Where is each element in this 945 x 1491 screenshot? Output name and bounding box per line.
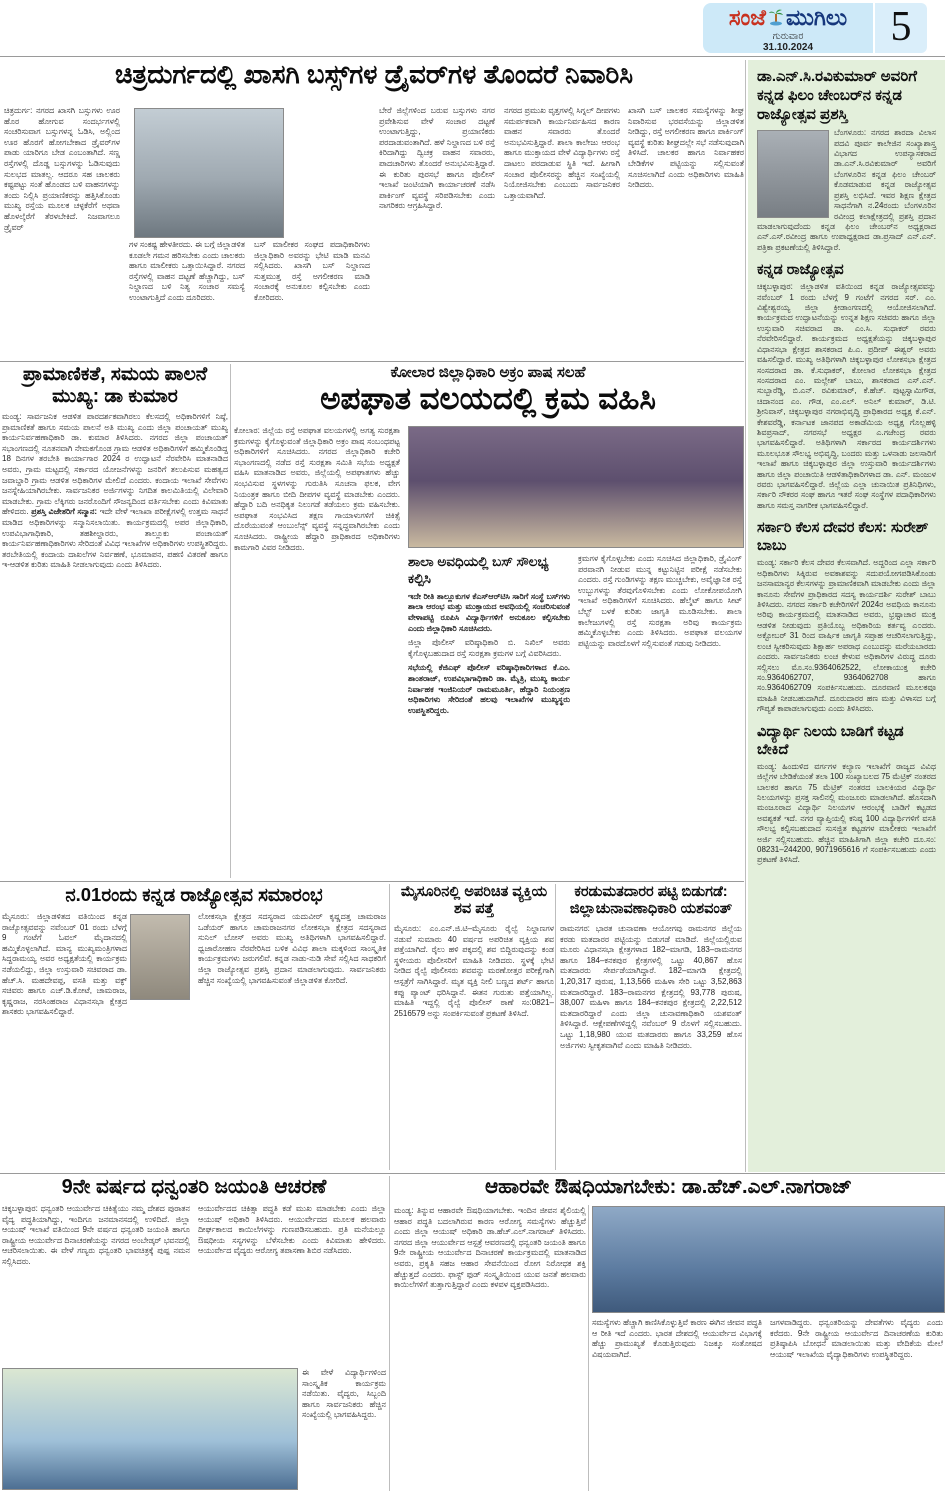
story-rajyotsava-col2: ಲೋಕಸಭಾ ಕ್ಷೇತ್ರದ ಸದಸ್ಯರಾದ ಯದುವೀರ್ ಕೃಷ್ಣದತ್ತ ಚಾಮರಾಜ ಒಡೆಯರ್ ಹಾಗೂ ಚಾಮರಾಜನಗರ ಲೋಕಸಭಾ ಕ್ಷೇತ್ರದ ಸದಸ್ಯರಾದ ಸುನಿಲ್ ಬೋಸ್ ಅವರು ಮುಖ್ಯ ಅತಿಥಿಗಳಾಗಿ ಭಾಗವಹಿಸಲಿದ್ದಾರೆ. ಧ್ವಜಾರೋಹಣ ನೆರವೇರಿಸಿದ ಬಳಿಕ ವಿವಿಧ ಶಾಲಾ ಮಕ್ಕಳಿಂದ ಸಾಂಸ್ಕೃತಿಕ ಕಾರ್ಯಕ್ರಮಗಳು ಜರುಗಲಿವೆ. ಕನ್ನಡ ನಾಡು-ನುಡಿ ಸೇವೆ ಸಲ್ಲಿಸಿದ ಸಾಧಕರಿಗೆ ಜಿಲ್ಲಾ ರಾಜ್ಯೋತ್ಸವ ಪ್ರಶಸ್ತಿ ಪ್ರದಾನ ಮಾಡಲಾಗುವುದು. ಸಾರ್ವಜನಿಕರು ಹೆಚ್ಚಿನ ಸಂಖ್ಯೆಯಲ್ಲಿ ಭಾಗವಹಿಸುವಂತೆ ಜಿಲ್ಲಾಡಳಿತ ಕೋರಿದೆ. xyxy=(198,912,386,985)
story-karadu-body: ರಾಮನಗರ: ಭಾರತ ಚುನಾವಣಾ ಆಯೋಗವು ರಾಮನಗರ ಜಿಲ್ಲೆಯ ಕರಡು ಮತದಾರರ ಪಟ್ಟಿಯನ್ನು ಬಿಡುಗಡೆ ಮಾಡಿದೆ. ಜಿಲ್ಲೆಯಲ್ಲಿರುವ ಮೂರು ವಿಧಾನಸಭಾ ಕ್ಷೇತ್ರಗಳಾದ 182–ಮಾಗಡಿ, 183–ರಾಮನಗರ ಹಾಗೂ 184–ಕನಕಪುರ ಕ್ಷೇತ್ರಗಳಲ್ಲಿ ಒಟ್ಟು 40,867 ಹೊಸ ಮತದಾರರು ಸೇರ್ಪಡೆಯಾಗಿದ್ದಾರೆ. 182–ಮಾಗಡಿ ಕ್ಷೇತ್ರದಲ್ಲಿ 1,20,317 ಪುರುಷ, 1,13,566 ಮಹಿಳಾ ಸೇರಿ ಒಟ್ಟು 3,52,863 ಮತದಾರರಿದ್ದಾರೆ. 183–ರಾಮನಗರ ಕ್ಷೇತ್ರದಲ್ಲಿ 93,778 ಪುರುಷ, 38,007 ಮಹಿಳಾ ಹಾಗೂ 184–ಕನಕಪುರ ಕ್ಷೇತ್ರದಲ್ಲಿ 2,22,512 ಮತದಾರರಿದ್ದಾರೆ ಎಂದು ಜಿಲ್ಲಾ ಚುನಾವಣಾಧಿಕಾರಿ ಯಶವಂತ್ ತಿಳಿಸಿದ್ದಾರೆ. ಆಕ್ಷೇಪಣೆಗಳಿದ್ದಲ್ಲಿ ನವೆಂಬರ್ 9 ರೊಳಗೆ ಸಲ್ಲಿಸಬಹುದು. ಒಟ್ಟು 1,18,980 ಯುವ ಮತದಾರರು ಹಾಗೂ 33,259 ಹೊಸ ಅರ್ಜಿಗಳು ಸ್ವೀಕೃತವಾಗಿವೆ ಎಂದು ಮಾಹಿತಿ ನೀಡಿದರು. xyxy=(560,924,742,1050)
palm-tree-logo-icon xyxy=(768,8,784,30)
masthead-date: 31.10.2024 xyxy=(762,42,814,54)
story-dhanvantari-headline: 9ನೇ ವರ್ಷದ ಧನ್ವಂತರಿ ಜಯಂತಿ ಆಚರಣೆ xyxy=(61,1176,327,1198)
story-pramanikate xyxy=(2,364,228,878)
cm-portrait-photo xyxy=(130,914,190,1000)
story-shava xyxy=(394,884,554,1170)
story-kolar-body-mid: ಜಿಲ್ಲಾ ಪೊಲೀಸ್ ವರಿಷ್ಠಾಧಿಕಾರಿ ಬಿ. ನಿಖಿಲ್ ಅವರು ಕೈಗೊಳ್ಳಬಹುದಾದ ರಸ್ತೆ ಸುರಕ್ಷತಾ ಕ್ರಮಗಳ ಬಗ್ಗೆ ವಿವರಿಸಿದರು. xyxy=(408,638,570,658)
story-kolar xyxy=(234,364,742,878)
sidebar-story2-body: ಚಿಕ್ಕಬಳ್ಳಾಪುರ: ಜಿಲ್ಲಾಡಳಿತ ವತಿಯಿಂದ ಕನ್ನಡ ರಾಜ್ಯೋತ್ಸವವನ್ನು ನವೆಂಬರ್ 1 ರಂದು ಬೆಳಗ್ಗೆ 9 ಗಂಟೆಗೆ ನಗರದ ಸರ್. ಎಂ. ವಿಶ್ವೇಶ್ವರಯ್ಯ ಜಿಲ್ಲಾ ಕ್ರೀಡಾಂಗಣದಲ್ಲಿ ಆಯೋಜಿಸಲಾಗಿದೆ. ಕಾರ್ಯಕ್ರಮದ ಉದ್ಘಾಟನೆಯನ್ನು ಉನ್ನತ ಶಿಕ್ಷಣ ಸಚಿವರು ಹಾಗೂ ಜಿಲ್ಲಾ ಉಸ್ತುವಾರಿ ಸಚಿವರಾದ ಡಾ. ಎಂ.ಸಿ. ಸುಧಾಕರ್ ರವರು ನೆರವೇರಿಸಲಿದ್ದಾರೆ. ಕಾರ್ಯಕ್ರಮದ ಅಧ್ಯಕ್ಷತೆಯನ್ನು ಚಿಕ್ಕಬಳ್ಳಾಪುರ ವಿಧಾನಸಭಾ ಕ್ಷೇತ್ರದ ಶಾಸಕರಾದ ಪಿ.ಎ. ಪ್ರದೀಪ್ ಈಶ್ವರ್ ಅವರು ವಹಿಸಲಿದ್ದಾರೆ. ಮುಖ್ಯ ಅತಿಥಿಗಳಾಗಿ ಚಿಕ್ಕಬಳ್ಳಾಪುರ ಲೋಕಸಭಾ ಕ್ಷೇತ್ರದ ಸಂಸದರಾದ ಡಾ. ಕೆ.ಸುಧಾಕರ್, ಕೋಲಾರ ಲೋಕಸಭಾ ಕ್ಷೇತ್ರದ ಸಂಸದರಾದ ಎಂ. ಮಲ್ಲೇಶ್ ಬಾಬು, ಶಾಸಕರಾದ ಎಸ್.ಎನ್. ಸುಬ್ಬಾರೆಡ್ಡಿ, ಬಿ.ಎನ್. ರವಿಕುಮಾರ್, ಕೆ.ಹೆಚ್. ಪುಟ್ಟಸ್ವಾಮಿಗೌಡ, ಚಿದಾನಂದ ಎಂ. ಗೌಡ, ಎಂ.ಎಲ್. ಅನಿಲ್ ಕುಮಾರ್, ಡಿ.ಟಿ. ಶ್ರೀನಿವಾಸ್, ಚಿಕ್ಕಬಳ್ಳಾಪುರ ನಗರಾಭಿವೃದ್ಧಿ ಪ್ರಾಧಿಕಾರದ ಅಧ್ಯಕ್ಷ ಕೆ.ಎನ್. ಕೇಶವರೆಡ್ಡಿ, ಕರ್ನಾಟಕ ಜಾನಪದ ಅಕಾಡೆಮಿಯ ಅಧ್ಯಕ್ಷ ಗೊಲ್ಲಹಳ್ಳಿ ಶಿವಪ್ರಸಾದ್, ನಗರಸಭೆ ಅಧ್ಯಕ್ಷರ ಎ.ಗಜೇಂದ್ರ ರವರು ಭಾಗವಹಿಸಲಿದ್ದಾರೆ. ಅತಿಥಿಗಳಾಗಿ ಸರ್ಕಾರದ ಕಾರ್ಯದರ್ಶಿಗಳು ಮೂಲಭೂತ ಸೌಲಭ್ಯ ಅಭಿವೃದ್ಧಿ, ಬಂದರು ಮತ್ತು ಒಳನಾಡು ಜಲಸಾರಿಗೆ ಇಲಾಖೆ ಹಾಗೂ ಚಿಕ್ಕಬಳ್ಳಾಪುರ ಜಿಲ್ಲಾ ಉಸ್ತುವಾರಿ ಕಾರ್ಯದರ್ಶಿಗಳು ಹಾಗೂ ಜಿಲ್ಲಾ ಪಂಚಾಯಿತಿ ಆಡಳಿತಾಧಿಕಾರಿಗಳಾದ ಡಾ. ಎನ್. ಮಂಜುಳ ರವರು ಭಾಗವಹಿಸಲಿದ್ದಾರೆ. ಜಿಲ್ಲೆಯ ಎಲ್ಲಾ ಚುನಾಯಿತ ಪ್ರತಿನಿಧಿಗಳು, ಸರ್ಕಾರಿ ನೌಕರರ ಸಂಘ ಹಾಗೂ ಇತರೆ ಸಂಘ ಸಂಸ್ಥೆಗಳ ಪದಾಧಿಕಾರಿಗಳು ಹಾಗೂ ಸಮಸ್ತ ನಾಗರೀಕ ಭಾಗವಹಿಸಲಿದ್ದಾರೆ. xyxy=(757,282,936,510)
sidebar-story1-body xyxy=(757,128,936,253)
kolar-meeting-photo xyxy=(408,426,744,548)
story-karadu xyxy=(560,884,742,1170)
story-karadu-headline: ಕರಡುಮತದಾರರ ಪಟ್ಟಿ ಬಿಡುಗಡೆ: ಜಿಲ್ಲಾಚುನಾವಣಾಧಿಕಾರಿ ಯಶವಂತ್ xyxy=(569,884,733,918)
dhanvantari-event-photo xyxy=(2,1368,298,1490)
story-rajyotsava-event xyxy=(2,884,386,1170)
story-shava-body: ಮೈಸೂರು: ಎಂ.ಎನ್.ಜಿ.ಟಿ–ಮೈಸೂರು ರೈಲ್ವೆ ನಿಲ್ದಾಣಗಳ ನಡುವೆ ಸುಮಾರು 40 ವರ್ಷದ ಅಪರಿಚಿತ ವ್ಯಕ್ತಿಯ ಶವ ಪತ್ತೆಯಾಗಿದೆ. ರೈಲು ಹಳಿ ಪಕ್ಕದಲ್ಲಿ ಶವ ಬಿದ್ದಿರುವುದನ್ನು ಕಂಡ ಸ್ಥಳೀಯರು ಪೊಲೀಸರಿಗೆ ಮಾಹಿತಿ ನೀಡಿದರು. ಸ್ಥಳಕ್ಕೆ ಭೇಟಿ ನೀಡಿದ ರೈಲ್ವೆ ಪೊಲೀಸರು ಶವವನ್ನು ಮರಣೋತ್ತರ ಪರೀಕ್ಷೆಗಾಗಿ ಆಸ್ಪತ್ರೆಗೆ ಸಾಗಿಸಿದ್ದಾರೆ. ಮೃತ ವ್ಯಕ್ತಿ ನೀಲಿ ಬಣ್ಣದ ಶರ್ಟ್ ಹಾಗೂ ಕಪ್ಪು ಪ್ಯಾಂಟ್ ಧರಿಸಿದ್ದಾನೆ. ಈತನ ಗುರುತು ಪತ್ತೆಯಾಗಿಲ್ಲ. ಮಾಹಿತಿ ಇದ್ದಲ್ಲಿ ರೈಲ್ವೆ ಪೊಲೀಸ್ ಠಾಣೆ ಸಂ:0821–2516579 ಅನ್ನು ಸಂಪರ್ಕಿಸುವಂತೆ ಪ್ರಕಟಣೆ ತಿಳಿಸಿದೆ. xyxy=(394,924,554,1018)
divider-sidebar xyxy=(745,60,746,1172)
divider-row4-b xyxy=(588,1205,589,1491)
story-shava-headline: ಮೈಸೂರಿನಲ್ಲಿ ಅಪರಿಚಿತ ವ್ಯಕ್ತಿಯ ಶವ ಪತ್ತೆ xyxy=(400,884,548,918)
story-pramanikate-headline: ಪ್ರಾಮಾಣಿಕತೆ, ಸಮಯ ಪಾಲನೆ ಮುಖ್ಯ: ಡಾ ಕುಮಾರ xyxy=(22,364,208,407)
story-kolar-bold1: ಇದೇ ರೀತಿ ತಾಲ್ಲೂಕುಗಳ ಕೆಎಸ್‌ಆರ್‌ಟಿಸಿ ಸಾರಿಗೆ ಸಂಸ್ಥೆ ಬಸ್‌ಗಳು ಶಾಲಾ ಆರಂಭ ಮತ್ತು ಮುಕ್ತಾಯದ ಅವಧಿಯಲ್ಲಿ ಸಂಚರಿಸುವಂತೆ ವೇಳಾಪಟ್ಟಿ ರೂಪಿಸಿ ವಿದ್ಯಾರ್ಥಿಗಳಿಗೆ ಅನುಕೂಲ ಕಲ್ಪಿಸಬೇಕು ಎಂದು ಜಿಲ್ಲಾಧಿಕಾರಿ ಸೂಚಿಸಿದರು. xyxy=(408,591,570,633)
story-ahara xyxy=(394,1176,943,1491)
divider-row4 xyxy=(0,1173,945,1174)
story-ahara-headline: ಆಹಾರವೇ ಔಷಧಿಯಾಗಬೇಕು: ಡಾ.ಹೆಚ್.ಎಲ್.ನಾಗರಾಜ್ xyxy=(484,1176,853,1198)
story-chitradurga-col2: ಗಳ ಸಂಕಷ್ಟ ಹೇಳತೀರದು. ಈ ಬಗ್ಗೆ ಜಿಲ್ಲಾಡಳಿತ ಕೂಡಲೇ ಗಮನ ಹರಿಸಬೇಕು ಎಂದು ಚಾಲಕರು ಹಾಗೂ ಮಾಲೀಕರು ಒತ್ತಾಯಿಸಿದ್ದಾರೆ. ನಗರದ ರಸ್ತೆಗಳಲ್ಲಿ ವಾಹನ ದಟ್ಟಣೆ ಹೆಚ್ಚಾಗಿದ್ದು, ಬಸ್ ನಿಲ್ದಾಣದ ಬಳಿ ನಿತ್ಯ ಸಂಚಾರ ಸಮಸ್ಯೆ ಉಂಟಾಗುತ್ತಿದೆ ಎಂದು ದೂರಿದರು. xyxy=(129,240,245,302)
story-pramanikate-body1: ಮಂಡ್ಯ: ಸಾರ್ವಜನಿಕ ಆಡಳಿತ ಪಾರದರ್ಶಕವಾಗಿರಲು ಕೆಲಸದಲ್ಲಿ ಅಧಿಕಾರಿಗಳಿಗೆ ನಿಷ್ಠೆ, ಪ್ರಾಮಾಣಿಕತೆ ಹಾಗೂ ಸಮಯ ಪಾಲನೆ ಅತಿ ಮುಖ್ಯ ಎಂದು ಜಿಲ್ಲಾ ಪಂಚಾಯತ್ ಮುಖ್ಯ ಕಾರ್ಯನಿರ್ವಹಣಾಧಿಕಾರಿ ಡಾ. ಕುಮಾರ ತಿಳಿಸಿದರು. ನಗರದ ಜಿಲ್ಲಾ ಪಂಚಾಯತ್ ಸಭಾಂಗಣದಲ್ಲಿ ನೂತನವಾಗಿ ನೇಮಕಗೊಂಡ ಗ್ರಾಮ ಆಡಳಿತ ಅಧಿಕಾರಿಗಳಿಗೆ ಹಮ್ಮಿಕೊಂಡಿದ್ದ 18 ದಿನಗಳ ತರಬೇತಿ ಕಾರ್ಯಾಗಾರ 2024 ರ ಉದ್ಘಾಟನೆ ನೆರವೇರಿಸಿ ಮಾತನಾಡಿದ ಅವರು, ಗ್ರಾಮ ಮಟ್ಟದಲ್ಲಿ ಸರ್ಕಾರದ ಯೋಜನೆಗಳನ್ನು ಜನರಿಗೆ ತಲುಪಿಸುವ ಮಹತ್ವದ ಜವಾಬ್ದಾರಿ ಗ್ರಾಮ ಆಡಳಿತ ಅಧಿಕಾರಿಗಳ ಮೇಲಿದೆ ಎಂದರು. ಕಂದಾಯ ಇಲಾಖೆ ಸೇವೆಗಳು ಜನಸ್ನೇಹಿಯಾಗಿರಬೇಕು. ಸಾರ್ವಜನಿಕರ ಅರ್ಜಿಗಳನ್ನು ನಿಗದಿತ ಕಾಲಮಿತಿಯಲ್ಲಿ ವಿಲೇವಾರಿ ಮಾಡಬೇಕು. ಗ್ರಾಮ ಲೆಕ್ಕಿಗರು ಜನರೊಂದಿಗೆ ಸೌಜನ್ಯದಿಂದ ವರ್ತಿಸಬೇಕು ಎಂದು ಕಿವಿಮಾತು ಹೇಳಿದರು. xyxy=(2,412,228,517)
story-ahara-b1: ಸಮಸ್ಯೆಗಳು ಹೆಚ್ಚಾಗಿ ಕಾಣಿಸಿಕೊಳ್ಳುತ್ತಿವೆ ಕಾರಣ ಈಗಿನ ಜೀವನ ಪದ್ಧತಿ ಆ ರೀತಿ ಇದೆ ಎಂದರು. ಭಾರತ ದೇಶದಲ್ಲಿ ಆಯುರ್ವೇದ ವಿಭಾಗಕ್ಕೆ ಹೆಚ್ಚು ಪ್ರಾಮುಖ್ಯತೆ ಕೊಡುತ್ತಿರುವುದು ನಿಜಕ್ಕೂ ಸಂತೋಷದ ವಿಷಯವಾಗಿದೆ. xyxy=(592,1318,762,1359)
brand-word-mugilu: ಮುಗಿಲು xyxy=(785,5,848,30)
story-rajyotsava-col1: ಮೈಸೂರು: ಜಿಲ್ಲಾಡಳಿತದ ವತಿಯಿಂದ ಕನ್ನಡ ರಾಜ್ಯೋತ್ಸವವನ್ನು ನವೆಂಬರ್ 01 ರಂದು ಬೆಳಗ್ಗೆ 9 ಗಂಟೆಗೆ ಓವಲ್ ಮೈದಾನದಲ್ಲಿ ಹಮ್ಮಿಕೊಳ್ಳಲಾಗಿದೆ. ಮಾನ್ಯ ಮುಖ್ಯಮಂತ್ರಿಗಳಾದ ಸಿದ್ದರಾಮಯ್ಯ ಅವರ ಅಧ್ಯಕ್ಷತೆಯಲ್ಲಿ ಕಾರ್ಯಕ್ರಮ ನಡೆಯಲಿದ್ದು, ಜಿಲ್ಲಾ ಉಸ್ತುವಾರಿ ಸಚಿವರಾದ ಡಾ. ಹೆಚ್.ಸಿ. ಮಹದೇವಪ್ಪ, ವಸತಿ ಮತ್ತು ವಕ್ಫ್ ಸಚಿವರು ಹಾಗೂ ಎಚ್.ಡಿ.ಕೋಟೆ, ಚಾಮರಾಜ, ಕೃಷ್ಣರಾಜ, ನರಸಿಂಹರಾಜ ವಿಧಾನಸಭಾ ಕ್ಷೇತ್ರದ ಶಾಸಕರು ಭಾಗವಹಿಸಲಿದ್ದಾರೆ. xyxy=(2,912,127,1017)
divider-top-story xyxy=(0,361,744,362)
header-divider xyxy=(0,56,945,57)
divider-row2 xyxy=(0,881,744,882)
story-kolar-col1: ಕೋಲಾರ: ಜಿಲ್ಲೆಯ ರಸ್ತೆ ಅಪಘಾತ ವಲಯಗಳಲ್ಲಿ ಅಗತ್ಯ ಸುರಕ್ಷತಾ ಕ್ರಮಗಳನ್ನು ಕೈಗೊಳ್ಳುವಂತೆ ಜಿಲ್ಲಾಧಿಕಾರಿ ಅಕ್ರಂ ಪಾಷ ಸಂಬಂಧಪಟ್ಟ ಅಧಿಕಾರಿಗಳಿಗೆ ಸೂಚಿಸಿದರು. ನಗರದ ಜಿಲ್ಲಾಧಿಕಾರಿ ಕಚೇರಿ ಸಭಾಂಗಣದಲ್ಲಿ ನಡೆದ ರಸ್ತೆ ಸುರಕ್ಷತಾ ಸಮಿತಿ ಸಭೆಯ ಅಧ್ಯಕ್ಷತೆ ವಹಿಸಿ ಮಾತನಾಡಿದ ಅವರು, ಜಿಲ್ಲೆಯಲ್ಲಿ ಅಪಘಾತಗಳು ಹೆಚ್ಚು ಸಂಭವಿಸುವ ಸ್ಥಳಗಳನ್ನು ಗುರುತಿಸಿ ಸೂಚನಾ ಫಲಕ, ವೇಗ ನಿಯಂತ್ರಕ ಹಾಗೂ ಬೀದಿ ದೀಪಗಳ ವ್ಯವಸ್ಥೆ ಮಾಡಬೇಕು ಎಂದರು. ಹೆದ್ದಾರಿ ಬದಿ ಅನಧಿಕೃತ ನಿಲುಗಡೆ ತಡೆಯಲು ಕ್ರಮ ವಹಿಸಬೇಕು. ಅಪಘಾತ ಸಂಭವಿಸಿದ ತಕ್ಷಣ ಗಾಯಾಳುಗಳಿಗೆ ಚಿಕಿತ್ಸೆ ದೊರೆಯುವಂತೆ ಆಂಬುಲೆನ್ಸ್ ವ್ಯವಸ್ಥೆ ಸನ್ನದ್ಧವಾಗಿರಬೇಕು ಎಂದು ಸೂಚಿಸಿದರು. ರಾಷ್ಟ್ರೀಯ ಹೆದ್ದಾರಿ ಪ್ರಾಧಿಕಾರದ ಅಧಿಕಾರಿಗಳು ಕಾಮಗಾರಿ ವಿವರ ನೀಡಿದರು. xyxy=(234,426,400,552)
divider-row3-a xyxy=(389,884,390,1170)
sidebar-green-column xyxy=(748,60,945,1172)
story-kolar-bold2: ಸಭೆಯಲ್ಲಿ ಕೆಜಿಎಫ್ ಪೊಲೀಸ್ ವರಿಷ್ಠಾಧಿಕಾರಿಗಳಾದ ಕೆ.ಎಂ. ಶಾಂತರಾಜ್, ಉಪವಿಭಾಗಾಧಿಕಾರಿ ಡಾ. ಮೈತ್ರಿ, ಮುಖ್ಯ ಕಾರ್ಯ ನಿರ್ವಾಹಕ ಇಂಜಿನಿಯರ್ ರಾಮಮೂರ್ತಿ, ಹೆದ್ದಾರಿ ನಿಯಂತ್ರಣ ಅಧಿಕಾರಿಗಳು ಸೇರಿದಂತೆ ಹಲವು ಇಲಾಖೆಗಳ ಮುಖ್ಯಸ್ಥರು ಉಪಸ್ಥಿತರಿದ್ದರು. xyxy=(408,663,570,715)
story-kolar-col-right: ಕ್ರಮಗಳ ಕೈಗೊಳ್ಳಬೇಕು ಎಂದು ಸೂಚಿಸಿದ ಜಿಲ್ಲಾಧಿಕಾರಿ, ಡ್ರೈವಿಂಗ್ ಪರವಾನಗಿ ನೀಡುವ ಮುನ್ನ ಕಟ್ಟುನಿಟ್ಟಿನ ಪರೀಕ್ಷೆ ನಡೆಸಬೇಕು ಎಂದರು. ರಸ್ತೆ ಗುಂಡಿಗಳನ್ನು ತಕ್ಷಣ ಮುಚ್ಚಬೇಕು, ಅವೈಜ್ಞಾನಿಕ ರಸ್ತೆ ಉಬ್ಬುಗಳನ್ನು ತೆರವುಗೊಳಿಸಬೇಕು ಎಂದು ಲೋಕೋಪಯೋಗಿ ಇಲಾಖೆ ಅಧಿಕಾರಿಗಳಿಗೆ ಸೂಚಿಸಿದರು. ಹೆಲ್ಮೆಟ್ ಹಾಗೂ ಸೀಟ್ ಬೆಲ್ಟ್ ಬಳಕೆ ಕುರಿತು ಜಾಗೃತಿ ಮೂಡಿಸಬೇಕು. ಶಾಲಾ ಕಾಲೇಜುಗಳಲ್ಲಿ ರಸ್ತೆ ಸುರಕ್ಷತಾ ಅರಿವು ಕಾರ್ಯಕ್ರಮ ಹಮ್ಮಿಕೊಳ್ಳಬೇಕು ಎಂದು ತಿಳಿಸಿದರು. ಅಪಘಾತ ವಲಯಗಳ ಪಟ್ಟಿಯನ್ನು ವಾರದೊಳಗೆ ಸಲ್ಲಿಸುವಂತೆ ಗಡುವು ನೀಡಿದರು. xyxy=(578,554,742,648)
sidebar-story1-headline: ಡಾ.ಎನ್.ಸಿ.ರವಿಕುಮಾರ್ ಅವರಿಗೆ ಕನ್ನಡ ಫಿಲಂ ಚೇಂಬರ್‌ನ ಕನ್ನಡ ರಾಜ್ಯೋತ್ಸವ ಪ್ರಶಸ್ತಿ xyxy=(757,68,917,123)
story-chitradurga-col5: ನಗರದ ಪ್ರಮುಖ ವೃತ್ತಗಳಲ್ಲಿ ಸಿಗ್ನಲ್ ದೀಪಗಳು ಸಮರ್ಪಕವಾಗಿ ಕಾರ್ಯನಿರ್ವಹಿಸದ ಕಾರಣ ವಾಹನ ಸವಾರರು ತೊಂದರೆ ಅನುಭವಿಸುತ್ತಿದ್ದಾರೆ. ಶಾಲಾ ಕಾಲೇಜು ಆರಂಭ ಹಾಗೂ ಮುಕ್ತಾಯದ ವೇಳೆ ವಿದ್ಯಾರ್ಥಿಗಳು ರಸ್ತೆ ದಾಟಲು ಪರದಾಡುವ ಸ್ಥಿತಿ ಇದೆ. ಹೀಗಾಗಿ ಸಂಚಾರ ಪೊಲೀಸರನ್ನು ಹೆಚ್ಚಿನ ಸಂಖ್ಯೆಯಲ್ಲಿ ನಿಯೋಜಿಸಬೇಕು ಎಂಬುದು ಸಾರ್ವಜನಿಕರ ಒತ್ತಾಯವಾಗಿದೆ. xyxy=(504,106,620,200)
story-chitradurga-col4: ಬೇರೆ ಜಿಲ್ಲೆಗಳಿಂದ ಬರುವ ಬಸ್ಸುಗಳು ನಗರ ಪ್ರವೇಶಿಸುವ ವೇಳೆ ಸಂಚಾರ ದಟ್ಟಣೆ ಉಂಟಾಗುತ್ತಿದ್ದು, ಪ್ರಯಾಣಿಕರು ಪರದಾಡುವಂತಾಗಿದೆ. ಹಳೆ ನಿಲ್ದಾಣದ ಬಳಿ ರಸ್ತೆ ಕಿರಿದಾಗಿದ್ದು ದ್ವಿಚಕ್ರ ವಾಹನ ಸವಾರರು, ಪಾದಚಾರಿಗಳು ತೊಂದರೆ ಅನುಭವಿಸುತ್ತಿದ್ದಾರೆ. ಈ ಕುರಿತು ಪುರಸಭೆ ಹಾಗೂ ಪೊಲೀಸ್ ಇಲಾಖೆ ಜಂಟಿಯಾಗಿ ಕಾರ್ಯಾಚರಣೆ ನಡೆಸಿ ಪಾರ್ಕಿಂಗ್ ವ್ಯವಸ್ಥೆ ಸರಿಪಡಿಸಬೇಕು ಎಂದು ನಾಗರಿಕರು ಆಗ್ರಹಿಸಿದ್ದಾರೆ. xyxy=(379,106,495,211)
page-number: 5 xyxy=(890,4,912,50)
story-chitradurga-col1: ಚಿತ್ರದುರ್ಗ: ನಗರದ ಖಾಸಗಿ ಬಸ್ಸುಗಳು ಊರ ಹೊರ ಹೋಗುವ ಸಂದರ್ಭಗಳಲ್ಲಿ ಸಂಚರಿಸುವಾಗ ಬಸ್ಸುಗಳನ್ನ ಓಡಿಸಿ, ಅಲ್ಲಿಂದ ಊರ ಹೊರಗೆ ಹೋಗಬೇಕಾದ ಡ್ರೈವರ್‌ಗಳ ಪಾಡು ಯಾರಿಗೂ ಬೇಡ ಎಂಬಂತಾಗಿದೆ. ಸಣ್ಣ ರಸ್ತೆಗಳಲ್ಲಿ ದೊಡ್ಡ ಬಸ್ಸುಗಳನ್ನು ಓಡಿಸುವುದು ಸುಲಭದ ಮಾತಲ್ಲ. ಆದರೂ ಸಹ ಚಾಲಕರು ಕಷ್ಟಪಟ್ಟು ಸಂತೆ ಹೊಂಡದ ಬಳಿ ವಾಹನಗಳನ್ನು ತಂದು ನಿಲ್ಲಿಸಿ ಪ್ರಯಾಣಿಕರನ್ನು ಹತ್ತಿಸಿಕೊಂಡು ಮುಖ್ಯ ರಸ್ತೆಯ ಮೂಲಕ ಚಳ್ಳಕೆರೆಗೆ ಅಥವಾ ಹೊಳಲ್ಕೆರೆಗೆ ತೆರಳಬೇಕಿದೆ. ನಿಜವಾಗಲೂ ಡ್ರೈವರ್ xyxy=(4,106,120,232)
divider-col-1 xyxy=(230,364,231,878)
story-dhanvantari-col2: ಆಯುರ್ವೇದದ ಚಿಕಿತ್ಸಾ ಪದ್ಧತಿ ಕಡೆ ಮುಖ ಮಾಡಬೇಕು ಎಂದು ಜಿಲ್ಲಾ ಆಯುಷ್ ಅಧಿಕಾರಿ ತಿಳಿಸಿದರು. ಆಯುರ್ವೇದದ ಮೂಲಕ ಹಲವಾರು ದೀರ್ಘಕಾಲದ ಕಾಯಿಲೆಗಳನ್ನು ಗುಣಪಡಿಸಬಹುದು. ಪ್ರತಿ ಮನೆಯಲ್ಲೂ ಔಷಧೀಯ ಸಸ್ಯಗಳನ್ನು ಬೆಳೆಸಬೇಕು ಎಂದು ಕಿವಿಮಾತು ಹೇಳಿದರು. ಆಯುರ್ವೇದ ವೈದ್ಯರು ಆರೋಗ್ಯ ತಪಾಸಣಾ ಶಿಬಿರ ನಡೆಸಿದರು. xyxy=(198,1204,386,1256)
story-kolar-subheadline: ಶಾಲಾ ಅವಧಿಯಲ್ಲಿ ಬಸ್ ಸೌಲಭ್ಯ ಕಲ್ಪಿಸಿ xyxy=(408,554,549,586)
story-dhanvantari-col3: ಈ ವೇಳೆ ವಿದ್ಯಾರ್ಥಿಗಳಿಂದ ಸಾಂಸ್ಕೃತಿಕ ಕಾರ್ಯಕ್ರಮ ನಡೆಯಿತು. ವೈದ್ಯರು, ಸಿಬ್ಬಂದಿ ಹಾಗೂ ಸಾರ್ವಜನಿಕರು ಹೆಚ್ಚಿನ ಸಂಖ್ಯೆಯಲ್ಲಿ ಭಾಗವಹಿಸಿದ್ದರು. xyxy=(302,1368,386,1420)
story-pramanikate-body2: ಇದೇ ವೇಳೆ ಇಲಾಖಾ ಪರೀಕ್ಷೆಗಳಲ್ಲಿ ಉತ್ತಮ ಸಾಧನೆ ಮಾಡಿದ ಅಧಿಕಾರಿಗಳನ್ನು ಸನ್ಮಾನಿಸಲಾಯಿತು. ಕಾರ್ಯಕ್ರಮದಲ್ಲಿ ಅಪರ ಜಿಲ್ಲಾಧಿಕಾರಿ, ಉಪವಿಭಾಗಾಧಿಕಾರಿ, ತಹಶೀಲ್ದಾರರು, ತಾಲ್ಲೂಕು ಪಂಚಾಯತ್ ಕಾರ್ಯನಿರ್ವಹಣಾಧಿಕಾರಿಗಳು ಸೇರಿದಂತೆ ವಿವಿಧ ಇಲಾಖೆಗಳ ಅಧಿಕಾರಿಗಳು ಉಪಸ್ಥಿತರಿದ್ದರು. ತರಬೇತಿಯಲ್ಲಿ ಕಂದಾಯ ದಾಖಲೆಗಳ ನಿರ್ವಹಣೆ, ಭೂಮಾಪನ, ಪಹಣಿ ವಿತರಣೆ ಹಾಗೂ ಇ-ಆಡಳಿತ ಕುರಿತು ಮಾಹಿತಿ ನೀಡಲಾಗುವುದು ಎಂದು ತಿಳಿಸಿದರು. xyxy=(2,507,228,570)
masthead-day: ಗುರುವಾರ xyxy=(772,31,804,43)
masthead-brand xyxy=(703,7,873,30)
story-pramanikate-subhead: ಪ್ರಶಸ್ತಿ ವಿಜೇತರಿಗೆ ಸನ್ಮಾನ: xyxy=(31,507,98,517)
story-ahara-b2: ಜಗಳವಾಡಿದ್ದರು. ಧನ್ವಂತರಿಯನ್ನು ದೇವತೆಗಳು ವೈದ್ಯರು ಎಂದು ಕರೆದರು. 9ನೇ ರಾಷ್ಟ್ರೀಯ ಆಯುರ್ವೇದ ದಿನಾಚರಣೆಯ ಕುರಿತು ಪ್ರತಿಷ್ಠಾಪಿಸಿ ಬೋಧನೆ ಮಾಡಲಾಯಿತು ಮತ್ತು ವೇದಿಕೆಯ ಮೇಲೆ ಆಯುಷ್ ಇಲಾಖೆಯ ವೈದ್ಯಾಧಿಕಾರಿಗಳು ಉಪಸ್ಥಿತರಿದ್ದರು. xyxy=(770,1318,943,1359)
divider-row3-b xyxy=(555,884,556,1170)
sidebar-story3-body: ಮಂಡ್ಯ: ಸರ್ಕಾರಿ ಕೆಲಸ ದೇವರ ಕೆಲಸವಾಗಿದೆ. ಅದ್ದರಿಂದ ಎಲ್ಲಾ ಸರ್ಕಾರಿ ಅಧಿಕಾರಿಗಳು ಸಿಕ್ಕಿರುವ ಅವಕಾಶವನ್ನು ಸದುಪಯೋಗಪಡಿಸಿಕೊಂಡು ಜನಸಾಮಾನ್ಯರ ಕೆಲಸಗಳನ್ನು ಪ್ರಾಮಾಣಿಕವಾಗಿ ಮಾಡಬೇಕು ಎಂದು ಜಿಲ್ಲಾ ಕಾನೂನು ಸೇವೆಗಳ ಪ್ರಾಧಿಕಾರದ ಸದಸ್ಯ ಕಾರ್ಯದರ್ಶಿ ಸುರೇಶ್ ಬಾಬು ತಿಳಿಸಿದರು. ನಗರದ ಸರ್ಕಾರಿ ಕಚೇರಿಗಳಿಗೆ 2024ರ ಅವಧಿಯ ಕಾನೂನು ಅರಿವು ಕಾರ್ಯಕ್ರಮದಲ್ಲಿ ಮಾತನಾಡಿದ ಅವರು, ಭ್ರಷ್ಟಾಚಾರ ಮುಕ್ತ ಆಡಳಿತ ನೀಡುವುದು ಪ್ರತಿಯೊಬ್ಬ ಅಧಿಕಾರಿಯ ಕರ್ತವ್ಯ ಎ೦ದರು. ಅಕ್ಟೋಬರ್ 31 ರಿಂದ ವಾರ್ಷಿಕ ಜಾಗೃತಿ ಸಪ್ತಾಹ ಆಚರಿಸಲಾಗುತ್ತಿದ್ದು, ಲಂಚ ಸ್ವೀಕರಿಸುವುದು ಶಿಕ್ಷಾರ್ಹ ಅಪರಾಧ ಎಂಬುದನ್ನು ಮರೆಯಬಾರದು ಎಂದರು. ಸಾರ್ವಜನಿಕರು ಲಂಚ ಕೇಳುವ ಅಧಿಕಾರಿಗಳ ವಿರುದ್ಧ ದೂರು ಸಲ್ಲಿಸಲು ಮೊ.ಸಂ.9364062522, ಲೋಕಾಯುಕ್ತ ಕಚೇರಿ ಸಂ.9364062707, 9364062708 ಹಾಗೂ ಸಂ.9364062709 ಸಂಪರ್ಕಿಸಬಹುದು. ದೂರವಾಣಿ ಮೂಲಕವೂ ಮಾಹಿತಿ ನೀಡಬಹುದಾಗಿದೆ. ದೂರುದಾರರ ಹಣ ಮತ್ತು ವಿಳಾಸದ ಬಗ್ಗೆ ಗೌಪ್ಯತೆ ಕಾಪಾಡಲಾಗುವುದು ಎಂದು ತಿಳಿಸಿದರು. xyxy=(757,558,936,714)
sidebar-story1-text: ಬೆಂಗಳೂರು: ನಗರದ ಶಾರದಾ ವಿಲಾಸ ಪದವಿ ಪೂರ್ವ ಕಾಲೇಜಿನ ಸಂಖ್ಯಾಶಾಸ್ತ್ರ ವಿಭಾಗದ ಉಪನ್ಯಾಸಕರಾದ ಡಾ.ಎನ್.ಸಿ.ರವಿಕುಮಾರ್ ಅವರಿಗೆ ಬೆಂಗಳೂರಿನ ಕನ್ನಡ ಫಿಲಂ ಚೇಂಬರ್ ಕೊಡಮಾಡುವ ಕನ್ನಡ ರಾಜ್ಯೋತ್ಸವ ಪ್ರಶಸ್ತಿ ಲಭಿಸಿದೆ. ಇವರ ಶಿಕ್ಷಣ ಕ್ಷೇತ್ರದ ಸಾಧನೆಗಾಗಿ ನ.24ರಂದು ಬೆಂಗಳೂರಿನ ರವೀಂದ್ರ ಕಲಾಕ್ಷೇತ್ರದಲ್ಲಿ ಪ್ರಶಸ್ತಿ ಪ್ರದಾನ ಮಾಡಲಾಗುವುದೆಂದು ಕನ್ನಡ ಫಿಲಂ ಚೇಂಬರ್‌ನ ಅಧ್ಯಕ್ಷರಾದ ಎನ್.ಎಸ್.ರವೀಂದ್ರ ಹಾಗೂ ಉಪಾಧ್ಯಕ್ಷರಾದ ಡಾ.ಪ್ರಸಾದ್ ಎನ್.ಎನ್. ಪತ್ರಿಕಾ ಪ್ರಕಟಣೆಯಲ್ಲಿ ತಿಳಿಸಿದ್ದಾರೆ. xyxy=(757,128,936,252)
sidebar-story4-body: ಮಂಡ್ಯ: ಹಿಂದುಳಿದ ವರ್ಗಗಳ ಕಲ್ಯಾಣ ಇಲಾಖೆಗೆ ರಾಜ್ಯದ ವಿವಿಧ ಜಿಲ್ಲೆಗಳ ಬೇಡಿಕೆಯಂತೆ ತಲಾ 100 ಸಂಖ್ಯಾಬಲದ 75 ಮೆಟ್ರಿಕ್ ನಂತರದ ಬಾಲಕರ ಹಾಗೂ 75 ಮೆಟ್ರಿಕ್ ನಂತರದ ಬಾಲಕಿಯರ ವಿದ್ಯಾರ್ಥಿ ನಿಲಯಗಳನ್ನು ಪ್ರಸಕ್ತ ಸಾಲಿನಲ್ಲಿ ಮಂಜೂರು ಮಾಡಲಾಗಿದೆ. ಹೊಸದಾಗಿ ಮಂಜೂರಾದ ವಿದ್ಯಾರ್ಥಿ ನಿಲಯಗಳ ಆರಂಭಕ್ಕೆ ಬಾಡಿಗೆ ಕಟ್ಟಡದ ಅವಶ್ಯಕತೆ ಇದೆ. ನಗರ ವ್ಯಾಪ್ತಿಯಲ್ಲಿ ಕನಿಷ್ಠ 100 ವಿದ್ಯಾರ್ಥಿಗಳಿಗೆ ವಸತಿ ಸೌಲಭ್ಯ ಕಲ್ಪಿಸಬಹುದಾದ ಸುಸಜ್ಜಿತ ಕಟ್ಟಡಗಳ ಮಾಲೀಕರು ಇಲಾಖೆಗೆ ಅರ್ಜಿ ಸಲ್ಲಿಸಬಹುದು. ಹೆಚ್ಚಿನ ಮಾಹಿತಿಗಾಗಿ ಜಿಲ್ಲಾ ಕಚೇರಿ ದೂ.ಸಂ: 08231–244200, 9071965616 ಗೆ ಸಂಪರ್ಕಿಸಬಹುದು ಎಂದು ಪ್ರಕಟಣೆ ತಿಳಿಸಿದೆ. xyxy=(757,761,936,865)
ayurveda-group-photo xyxy=(592,1206,945,1313)
story-kolar-headline: ಅಪಘಾತ ವಲಯದಲ್ಲಿ ಕ್ರಮ ವಹಿಸಿ xyxy=(320,381,656,416)
ravikumar-portrait-photo xyxy=(757,130,829,218)
story-chitradurga-col6: ಖಾಸಗಿ ಬಸ್ ಚಾಲಕರ ಸಮಸ್ಯೆಗಳನ್ನು ಶೀಘ್ರ ನಿವಾರಿಸುವ ಭರವಸೆಯನ್ನು ಜಿಲ್ಲಾಡಳಿತ ನೀಡಿದ್ದು, ರಸ್ತೆ ಅಗಲೀಕರಣ ಹಾಗೂ ಪಾರ್ಕಿಂಗ್ ವ್ಯವಸ್ಥೆ ಕುರಿತು ಶೀಘ್ರದಲ್ಲೇ ಸಭೆ ನಡೆಸುವುದಾಗಿ ತಿಳಿಸಿದೆ. ಚಾಲಕರ ಹಾಗೂ ನಿರ್ವಾಹಕರ ಬೇಡಿಕೆಗಳ ಪಟ್ಟಿಯನ್ನು ಸಲ್ಲಿಸುವಂತೆ ಸೂಚಿಸಲಾಗಿದೆ ಎಂದು ಅಧಿಕಾರಿಗಳು ಮಾಹಿತಿ ನೀಡಿದರು. xyxy=(628,106,744,190)
masthead xyxy=(703,3,873,53)
sidebar-story3-title: ಸರ್ಕಾರಿ ಕೆಲಸ ದೇವರ ಕೆಲಸ: ಸುರೇಶ್ ಬಾಬು xyxy=(757,520,929,555)
page-number-box xyxy=(875,3,927,53)
sidebar-story2-title: ಕನ್ನಡ ರಾಜ್ಯೋತ್ಸವ xyxy=(757,262,844,279)
story-dhanvantari-col1: ಚಿಕ್ಕಬಳ್ಳಾಪುರ: ಧನ್ವಂತರಿ ಆಯುರ್ವೇದ ಚಿಕಿತ್ಸೆಯು ನಮ್ಮ ದೇಶದ ಪುರಾತನ ವೈದ್ಯ ಪದ್ಧತಿಯಾಗಿದ್ದು, ಇಂದಿಗೂ ಜನಮಾನಸದಲ್ಲಿ ಉಳಿದಿದೆ. ಜಿಲ್ಲಾ ಆಯುಷ್ ಇಲಾಖೆ ವತಿಯಿಂದ 9ನೇ ವರ್ಷದ ಧನ್ವಂತರಿ ಜಯಂತಿ ಹಾಗೂ ರಾಷ್ಟ್ರೀಯ ಆಯುರ್ವೇದ ದಿನಾಚರಣೆಯನ್ನು ನಗರದ ಅಂಬೇಡ್ಕರ್ ಭವನದಲ್ಲಿ ಆಚರಿಸಲಾಯಿತು. ಈ ವೇಳೆ ಗಣ್ಯರು ಧನ್ವಂತರಿ ಭಾವಚಿತ್ರಕ್ಕೆ ಪುಷ್ಪ ನಮನ ಸಲ್ಲಿಸಿದರು. xyxy=(2,1204,190,1266)
story-chitradurga-col3: ಬಸ್ ಮಾಲೀಕರ ಸಂಘದ ಪದಾಧಿಕಾರಿಗಳು ಜಿಲ್ಲಾಧಿಕಾರಿ ಅವರನ್ನು ಭೇಟಿ ಮಾಡಿ ಮನವಿ ಸಲ್ಲಿಸಿದರು. ಖಾಸಗಿ ಬಸ್ ನಿಲ್ದಾಣದ ಸುತ್ತಮುತ್ತ ರಸ್ತೆ ಅಗಲೀಕರಣ ಮಾಡಿ ಸಂಚಾರಕ್ಕೆ ಅನುಕೂಲ ಕಲ್ಪಿಸಬೇಕು ಎಂದು ಕೋರಿದರು. xyxy=(254,240,370,302)
sidebar-story4-title: ವಿದ್ಯಾರ್ಥಿ ನಿಲಯ ಬಾಡಿಗೆ ಕಟ್ಟಡ ಬೇಕಿದೆ xyxy=(757,723,904,758)
story-kolar-kicker: ಕೋಲಾರ ಜಿಲ್ಲಾಧಿಕಾರಿ ಅಕ್ರಂ ಪಾಷ ಸಲಹೆ xyxy=(390,364,586,381)
story-dhanvantari xyxy=(2,1176,386,1491)
brand-word-sanje: ಸಂಜೆ xyxy=(728,5,766,30)
story-rajyotsava-headline: ನ.01ರಂದು ಕನ್ನಡ ರಾಜ್ಯೋತ್ಸವ ಸಮಾರಂಭ xyxy=(65,884,323,905)
divider-row4-a xyxy=(389,1176,390,1491)
story-ahara-col-left: ಮಂಡ್ಯ: ತಿನ್ನುವ ಆಹಾರವೇ ಔಷಧಿಯಾಗಬೇಕು. ಇಂದಿನ ಜೀವನ ಶೈಲಿಯಲ್ಲಿ ಆಹಾರ ಪದ್ಧತಿ ಬದಲಾಗಿರುವ ಕಾರಣ ಆರೋಗ್ಯ ಸಮಸ್ಯೆಗಳು ಹೆಚ್ಚುತ್ತಿವೆ ಎಂದು ಜಿಲ್ಲಾ ಆಯುಷ್ ಅಧಿಕಾರಿ ಡಾ.ಹೆಚ್.ಎಲ್.ನಾಗರಾಜ್ ತಿಳಿಸಿದರು. ನಗರದ ಜಿಲ್ಲಾ ಆಯುರ್ವೇದ ಆಸ್ಪತ್ರೆ ಆವರಣದಲ್ಲಿ ಧನ್ವಂತರಿ ಜಯಂತಿ ಹಾಗೂ 9ನೇ ರಾಷ್ಟ್ರೀಯ ಆಯುರ್ವೇದ ದಿನಾಚರಣೆ ಕಾರ್ಯಕ್ರಮದಲ್ಲಿ ಮಾತನಾಡಿದ ಅವರು, ಪ್ರಕೃತಿ ಸಹಜ ಆಹಾರ ಸೇವನೆಯಿಂದ ರೋಗ ನಿರೋಧಕ ಶಕ್ತಿ ಹೆಚ್ಚುತ್ತದೆ ಎಂದರು. ಫಾಸ್ಟ್ ಫುಡ್ ಸಂಸ್ಕೃತಿಯಿಂದ ಯುವ ಜನತೆ ಹಲವಾರು ಕಾಯಿಲೆಗಳಿಗೆ ತುತ್ತಾಗುತ್ತಿದ್ದಾರೆ ಎಂದು ಕಳವಳ ವ್ಯಕ್ತಪಡಿಸಿದರು. xyxy=(394,1206,586,1290)
story-chitradurga xyxy=(4,60,744,360)
story-chitradurga-headline: ಚಿತ್ರದುರ್ಗದಲ್ಲಿ ಖಾಸಗಿ ಬಸ್ಸ್‌ಗಳ ಡ್ರೈವರ್‌ಗಳ ತೊಂದರೆ ನಿವಾರಿಸಿ xyxy=(114,59,634,89)
